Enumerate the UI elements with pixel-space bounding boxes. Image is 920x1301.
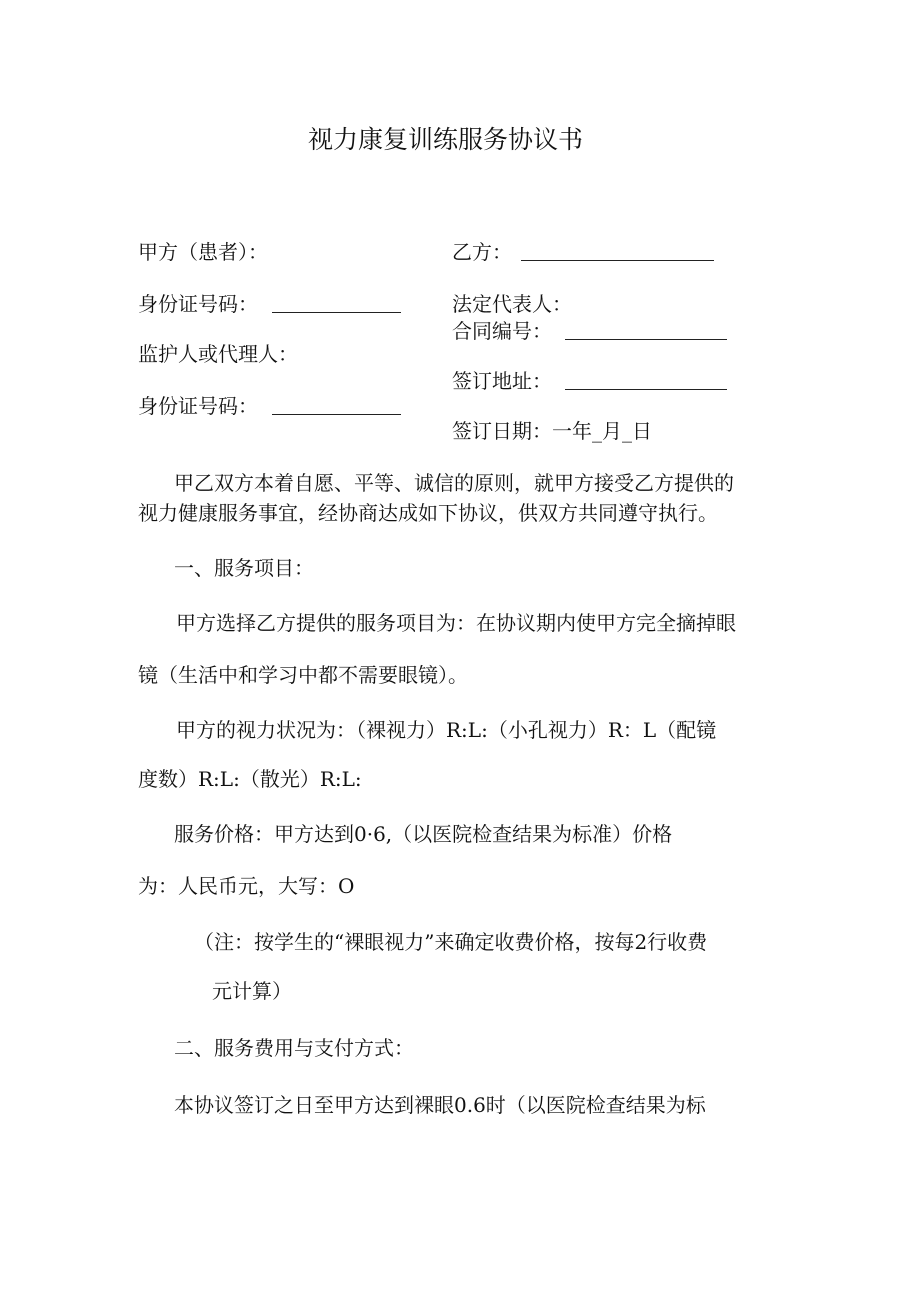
party-b-label: 乙方： bbox=[452, 240, 512, 264]
sign-place-blank bbox=[565, 371, 727, 390]
section-1-heading: 一、服务项目： bbox=[174, 556, 314, 580]
fee-line-1: 本协议签订之日至甲方达到裸眼0.6时（以医院检查结果为标 bbox=[174, 1093, 706, 1117]
note-line-1: （注：按学生的“裸眼视力”来确定收费价格，按每2行收费 bbox=[194, 930, 708, 954]
vision-line-1: 甲方的视力状况为：（裸视力）R:L:（小孔视力）R：L（配镜 bbox=[176, 718, 717, 742]
legal-representative-label: 法定代表人： bbox=[452, 292, 572, 316]
price-line-1: 服务价格：甲方达到0·6,（以医院检查结果为标准）价格 bbox=[174, 822, 673, 846]
section-2-heading: 二、服务费用与支付方式： bbox=[174, 1036, 414, 1060]
intro-line-2: 视力健康服务事宜，经协商达成如下协议，供双方共同遵守执行。 bbox=[138, 501, 718, 525]
vision-line-2: 度数）R:L:（散光）R:L: bbox=[138, 767, 362, 791]
price-line-2: 为：人民币元，大写：O bbox=[138, 874, 355, 898]
contract-number-label: 合同编号： bbox=[452, 319, 552, 343]
party-b-blank bbox=[521, 242, 714, 261]
id-number-blank-1 bbox=[272, 294, 401, 313]
sign-date: 签订日期：一年_月_日 bbox=[452, 419, 652, 443]
intro-line-1: 甲乙双方本着自愿、平等、诚信的原则，就甲方接受乙方提供的 bbox=[174, 471, 734, 495]
id-number-blank-2 bbox=[272, 396, 401, 415]
guardian-label: 监护人或代理人： bbox=[138, 342, 298, 366]
note-line-2: 元计算） bbox=[212, 979, 292, 1003]
id-number-label-2: 身份证号码： bbox=[138, 394, 258, 418]
party-a-label: 甲方（患者）： bbox=[138, 240, 268, 264]
contract-number-blank bbox=[565, 321, 727, 340]
service-line-1: 甲方选择乙方提供的服务项目为：在协议期内使甲方完全摘掉眼 bbox=[176, 611, 736, 635]
id-number-label-1: 身份证号码： bbox=[138, 292, 258, 316]
sign-place-label: 签订地址： bbox=[452, 369, 552, 393]
document-title: 视力康复训练服务协议书 bbox=[308, 125, 584, 154]
service-line-2: 镜（生活中和学习中都不需要眼镜）。 bbox=[138, 663, 468, 687]
